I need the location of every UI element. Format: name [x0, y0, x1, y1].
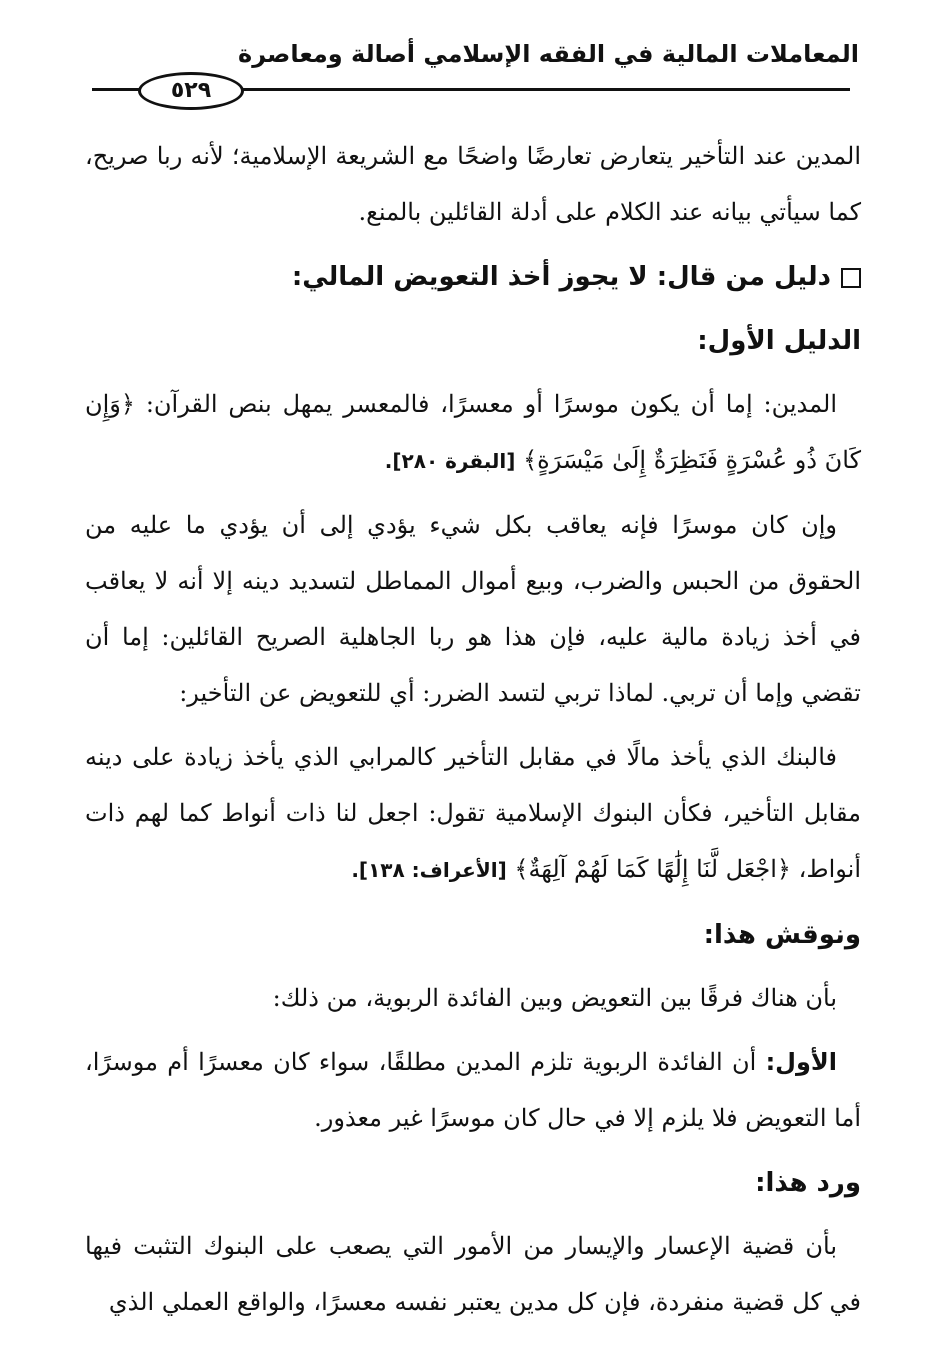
paragraph-solvent: وإن كان موسرًا فإنه يعاقب بكل شيء يؤدي إلى أن يؤدي ما عليه من الحقوق من الحبس والضرب، وبيع أموال المماطل لتسديد دينه إلا أنه لا يعاقب في أخذ زيادة مالية عليه، فإن هذا هو ربا الجاهلية الصريح القائلين: إما أن تقضي وإما أن تربي. لماذا تربي لتسد الضرر: أي للتعويض عن التأخير: [85, 511, 861, 707]
lead-word: الأول: [765, 1048, 837, 1076]
paragraph-text: أن الفائدة الربوية تلزم المدين مطلقًا، سواء كان معسرًا أم موسرًا، أما التعويض فلا يلزم إلا في حال كان موسرًا غير معذور. [85, 1048, 861, 1132]
paragraph-text: المدين: إما أن يكون موسرًا أو معسرًا، فالمعسر يمهل بنص القرآن: [145, 390, 837, 418]
section-heading [85, 248, 861, 306]
paragraph-first-point [85, 1034, 861, 1146]
running-title: المعاملات المالية في الفقه الإسلامي أصالة ومعاصرة [238, 40, 859, 68]
paragraph-bank [85, 729, 861, 898]
square-bullet-icon [841, 268, 861, 288]
subheading-rebuttal: ورد هذا: [755, 1168, 861, 1198]
paragraph-difference: بأن هناك فرقًا بين التعويض وبين الفائدة الربوية، من ذلك: [272, 984, 837, 1012]
verse-reference: [البقرة ٢٨٠]. [384, 449, 516, 473]
subheading-first-evidence: الدليل الأول: [697, 326, 861, 356]
page-body [85, 128, 861, 1338]
subheading-discussion: ونوقش هذا: [703, 920, 861, 950]
paragraph-text: فالبنك الذي يأخذ مالًا في مقابل التأخير كالمرابي الذي يأخذ زيادة على دينه مقابل التأخير، فكأن البنوك الإسلامية تقول: اجعل لنا ذات أنواط كما لهم ذات أنواط، [85, 743, 861, 883]
quran-verse: ﴿وَإِن كَانَ ذُو عُسْرَةٍ فَنَظِرَةٌ إِلَىٰ مَيْسَرَةٍ﴾ [85, 390, 861, 474]
section-heading-text: دليل من قال: لا يجوز أخذ التعويض المالي: [291, 262, 831, 292]
verse-reference: [الأعراف: ١٣٨]. [351, 858, 507, 882]
quran-verse: ﴿اجْعَل لَّنَا إِلَٰهًا كَمَا لَهُمْ آلِهَةٌ﴾ [514, 855, 791, 883]
paragraph-debtor [85, 376, 861, 489]
paragraph-rebuttal: بأن قضية الإعسار والإيسار من الأمور التي يصعب على البنوك التثبت فيها في كل قضية منفردة، فإن كل مدين يعتبر نفسه معسرًا، والواقع العملي الذي [85, 1232, 861, 1316]
paragraph-continuation: المدين عند التأخير يتعارض تعارضًا واضحًا مع الشريعة الإسلامية؛ لأنه ربا صريح، كما سيأتي بيانه عند الكلام على أدلة القائلين بالمنع. [85, 142, 861, 226]
page-number-oval: ٥٢٩ [138, 72, 244, 110]
